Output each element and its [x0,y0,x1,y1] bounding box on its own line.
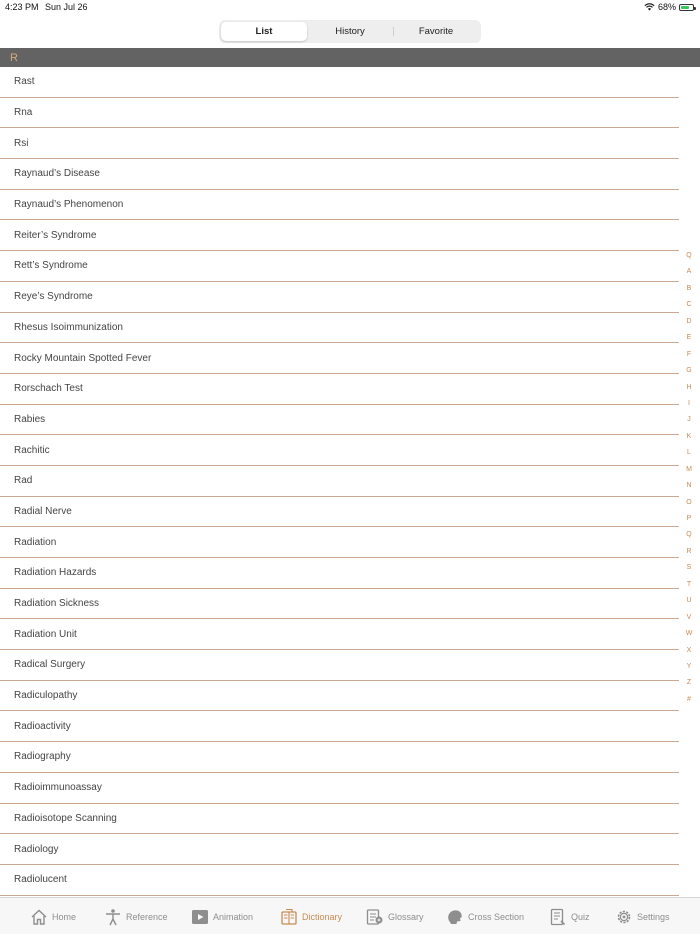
segment-history[interactable]: History [335,26,365,37]
list-item[interactable]: Rna [0,98,679,129]
term-list[interactable] [0,67,679,897]
cross-section-icon [446,908,464,926]
index-letter[interactable]: O [686,498,692,506]
index-letter[interactable]: I [688,399,690,407]
index-letter[interactable]: L [687,449,691,457]
list-item[interactable]: Radiation [0,527,679,558]
reference-icon [104,908,122,926]
battery-icon [679,4,694,11]
index-letter[interactable]: M [686,465,692,473]
list-item[interactable]: Radioimmunoassay [0,773,679,804]
list-item[interactable]: Radical Surgery [0,650,679,681]
section-header [0,48,700,67]
tab-reference-label: Reference [126,911,168,922]
section-letter: R [10,52,18,64]
status-date: Sun Jul 26 [45,2,88,12]
tab-home-label: Home [52,911,77,922]
index-letter[interactable]: T [686,580,692,588]
tab-glossary-label: Glossary [388,911,424,922]
list-item[interactable]: Rabies [0,405,679,436]
tab-dictionary[interactable] [280,898,342,935]
list-item[interactable]: Rast [0,67,679,98]
list-item[interactable]: Rorschach Test [0,374,679,405]
list-item[interactable]: Radiculopathy [0,681,679,712]
glossary-icon [366,908,384,926]
index-letter[interactable]: C [686,301,692,309]
tab-home[interactable] [30,898,76,935]
tab-settings[interactable] [615,898,670,935]
list-item[interactable]: Rad [0,466,679,497]
segment-favorite[interactable]: Favorite [393,22,479,41]
list-item[interactable]: Radiation Unit [0,619,679,650]
index-letter[interactable]: K [686,432,692,440]
index-letter[interactable]: Q [686,252,692,259]
gear-icon [615,908,633,926]
list-item[interactable]: Radial Nerve [0,497,679,528]
battery-percent: 68% [657,2,676,12]
list-item[interactable]: Radiation Sickness [0,589,679,620]
list-item[interactable]: Reye’s Syndrome [0,282,679,313]
list-item[interactable]: Reiter’s Syndrome [0,220,679,251]
tab-settings-label: Settings [637,911,670,922]
index-letter[interactable]: Z [686,679,692,687]
list-item[interactable]: Rsi [0,128,679,159]
alphabet-index[interactable] [680,248,698,708]
index-letter[interactable]: P [686,515,692,522]
home-icon [30,908,48,926]
wifi-icon [644,3,655,11]
list-item[interactable]: Radioisotope Scanning [0,804,679,835]
tab-cross-section-label: Cross Section [468,911,525,922]
tab-reference[interactable] [104,898,168,935]
segment-list[interactable]: List [221,22,307,41]
index-letter[interactable]: G [686,367,692,375]
status-time: 4:23 PM [5,2,39,12]
list-item[interactable]: Raynaud’s Disease [0,159,679,190]
tab-animation-label: Animation [213,911,254,922]
list-item[interactable]: Raynaud’s Phenomenon [0,190,679,221]
tab-quiz-label: Quiz [571,911,590,922]
index-letter[interactable]: Q [686,531,692,539]
segmented-control [219,20,481,43]
index-letter[interactable]: F [686,350,692,358]
list-item[interactable]: Rhesus Isoimmunization [0,313,679,344]
index-letter[interactable]: V [686,613,692,621]
quiz-icon [549,908,567,926]
index-letter[interactable]: N [686,482,692,490]
tab-cross-section[interactable] [446,898,524,935]
index-letter[interactable]: E [686,334,692,342]
tab-dictionary-label: Dictionary [302,911,343,922]
index-letter[interactable]: U [686,597,692,605]
status-bar [0,0,700,14]
index-letter[interactable]: S [686,564,692,572]
index-letter[interactable]: W [685,630,693,638]
tab-animation[interactable] [191,898,253,935]
list-item[interactable]: Radioactivity [0,711,679,742]
animation-icon [191,908,209,926]
tab-glossary[interactable] [366,898,424,935]
list-item[interactable]: Radiolucent [0,865,679,896]
tab-quiz[interactable] [549,898,590,935]
list-item[interactable]: Rachitic [0,435,679,466]
index-letter[interactable]: R [686,547,692,555]
tab-bar [0,897,700,934]
index-letter[interactable]: D [686,317,692,325]
index-letter[interactable]: A [686,268,692,276]
index-letter[interactable]: B [686,284,692,292]
status-right [644,2,694,12]
list-item[interactable]: Radiography [0,742,679,773]
index-letter[interactable]: # [687,695,691,703]
list-item[interactable]: Radiology [0,834,679,865]
list-item[interactable]: Rocky Mountain Spotted Fever [0,343,679,374]
index-letter[interactable]: H [686,383,692,391]
index-letter[interactable]: J [687,416,691,424]
dictionary-icon [280,908,298,926]
list-item[interactable]: Rett’s Syndrome [0,251,679,282]
index-letter[interactable]: X [686,646,692,654]
index-letter[interactable]: Y [686,662,692,670]
list-item[interactable]: Radiation Hazards [0,558,679,589]
